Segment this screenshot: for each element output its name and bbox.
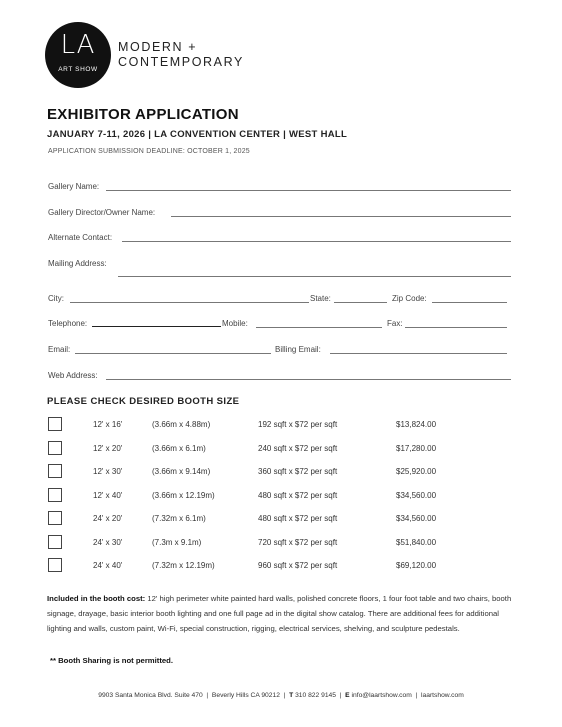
- page-title: EXHIBITOR APPLICATION: [47, 106, 239, 123]
- web-address-field[interactable]: [106, 379, 511, 380]
- booth-price: $25,920.00: [396, 467, 437, 476]
- booth-price: $13,824.00: [396, 420, 437, 429]
- footer-separator: |: [206, 692, 209, 699]
- mobile-field[interactable]: [256, 327, 382, 328]
- booth-metric: (7.32m x 12.19m): [152, 561, 215, 570]
- telephone-label: Telephone:: [48, 319, 88, 328]
- zip-field[interactable]: [432, 302, 507, 303]
- web-address-label: Web Address:: [48, 371, 98, 380]
- brand-line-2: CONTEMPORARY: [118, 55, 244, 69]
- included-text: 12' high perimeter white painted hard walls, polished concrete floors, 1 four foot table and two chairs, booth signage, drayage, basic interior booth lighting and one full page ad in the digital show catalog. There are additional fees for additional lighting and walls, custom paint, Wi-Fi, special construction, rigging, electrical services, shelving, and sculpture pedestals.: [47, 594, 512, 633]
- booth-area: 480 sqft x $72 per sqft: [258, 514, 338, 523]
- gallery-director-field[interactable]: [171, 216, 511, 217]
- footer-email-label: E: [345, 692, 350, 699]
- booth-price: $17,280.00: [396, 444, 437, 453]
- booth-size: 24' x 30': [93, 538, 123, 547]
- booth-section-title: PLEASE CHECK DESIRED BOOTH SIZE: [47, 396, 240, 407]
- booth-metric: (7.32m x 6.1m): [152, 514, 206, 523]
- alternate-contact-label: Alternate Contact:: [48, 233, 113, 242]
- booth-size: 12' x 20': [93, 444, 123, 453]
- booth-metric: (3.66m x 6.1m): [152, 444, 206, 453]
- booth-price: $34,560.00: [396, 514, 437, 523]
- booth-area: 960 sqft x $72 per sqft: [258, 561, 338, 570]
- booth-area: 480 sqft x $72 per sqft: [258, 491, 338, 500]
- booth-checkbox[interactable]: [48, 441, 62, 455]
- submission-deadline: APPLICATION SUBMISSION DEADLINE: OCTOBER 1, 2025: [48, 148, 250, 155]
- fax-label: Fax:: [387, 319, 403, 328]
- logo-subtext: ART SHOW: [58, 66, 98, 73]
- booth-checkbox[interactable]: [48, 558, 62, 572]
- gallery-name-field[interactable]: [106, 190, 511, 191]
- booth-price: $34,560.00: [396, 491, 437, 500]
- booth-area: 192 sqft x $72 per sqft: [258, 420, 338, 429]
- footer: [0, 692, 562, 699]
- booth-area: 360 sqft x $72 per sqft: [258, 467, 338, 476]
- mailing-address-label: Mailing Address:: [48, 259, 107, 268]
- booth-size: 24' x 20': [93, 514, 123, 523]
- email-field[interactable]: [75, 353, 271, 354]
- logo-letters: LA: [60, 30, 96, 60]
- included-label: Included in the booth cost:: [47, 594, 146, 603]
- city-field[interactable]: [70, 302, 309, 303]
- footer-separator: |: [283, 692, 286, 699]
- footer-separator: |: [415, 692, 418, 699]
- footer-email[interactable]: info@laartshow.com: [351, 692, 412, 699]
- billing-email-field[interactable]: [330, 353, 507, 354]
- footer-address: 9903 Santa Monica Blvd. Suite 470: [98, 692, 203, 699]
- mobile-label: Mobile:: [222, 319, 248, 328]
- booth-checkbox[interactable]: [48, 535, 62, 549]
- booth-metric: (3.66m x 12.19m): [152, 491, 215, 500]
- footer-tel: 310 822 9145: [295, 692, 336, 699]
- booth-checkbox[interactable]: [48, 488, 62, 502]
- booth-price: $51,840.00: [396, 538, 437, 547]
- booth-checkbox[interactable]: [48, 511, 62, 525]
- booth-checkbox[interactable]: [48, 417, 62, 431]
- booth-area: 240 sqft x $72 per sqft: [258, 444, 338, 453]
- booth-price: $69,120.00: [396, 561, 437, 570]
- booth-size: 12' x 30': [93, 467, 123, 476]
- booth-metric: (3.66m x 9.14m): [152, 467, 211, 476]
- footer-city: Beverly Hills CA 90212: [211, 692, 280, 699]
- event-subtitle: JANUARY 7-11, 2026 | LA CONVENTION CENTER | WEST HALL: [47, 129, 348, 140]
- booth-area: 720 sqft x $72 per sqft: [258, 538, 338, 547]
- included-paragraph: [47, 591, 519, 636]
- booth-checkbox[interactable]: [48, 464, 62, 478]
- brand-line-1: MODERN +: [118, 40, 198, 54]
- fax-field[interactable]: [405, 327, 507, 328]
- city-label: City:: [48, 294, 64, 303]
- gallery-name-label: Gallery Name:: [48, 182, 100, 191]
- booth-size: 24' x 40': [93, 561, 123, 570]
- alternate-contact-field[interactable]: [122, 241, 511, 242]
- mailing-address-field[interactable]: [118, 276, 511, 277]
- logo: [45, 22, 111, 88]
- brand-name: [118, 40, 244, 70]
- booth-size: 12' x 16': [93, 420, 123, 429]
- booth-metric: (7.3m x 9.1m): [152, 538, 202, 547]
- email-label: Email:: [48, 345, 71, 354]
- telephone-field[interactable]: [92, 326, 221, 327]
- footer-website[interactable]: laartshow.com: [421, 692, 464, 699]
- footer-separator: |: [339, 692, 342, 699]
- state-label: State:: [310, 294, 331, 303]
- billing-email-label: Billing Email:: [275, 345, 321, 354]
- footer-tel-label: T: [289, 692, 294, 699]
- booth-metric: (3.66m x 4.88m): [152, 420, 211, 429]
- booth-size: 12' x 40': [93, 491, 123, 500]
- booth-sharing-note: ** Booth Sharing is not permitted.: [50, 656, 174, 665]
- gallery-director-label: Gallery Director/Owner Name:: [48, 208, 156, 217]
- zip-label: Zip Code:: [392, 294, 427, 303]
- state-field[interactable]: [334, 302, 387, 303]
